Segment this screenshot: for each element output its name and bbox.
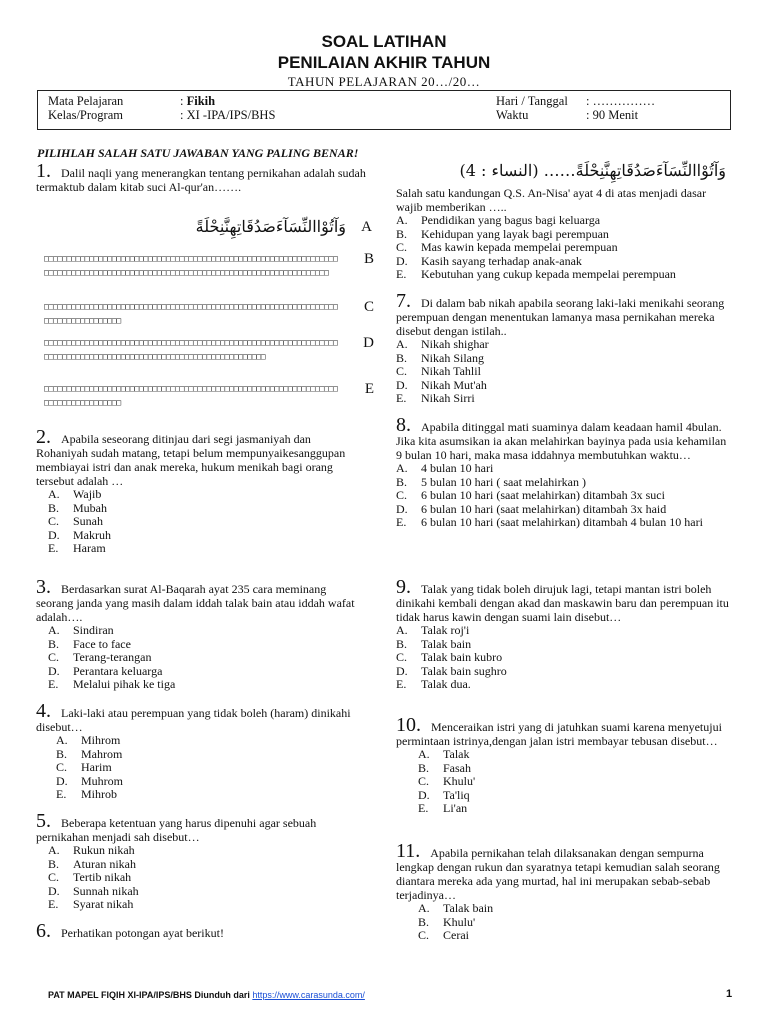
time-label: Waktu: [496, 108, 529, 122]
option-a[interactable]: [396, 462, 731, 476]
option-text: Mahrom: [81, 746, 123, 761]
option-text: □□□□□□□□□□□□□□□□□□□□□□□□□□□□□□□□□□□□□□□□□□□□□□□□□□□□□□□□□□□□□□□□□□□□□□□□□□□□□□□□□□□□□□□□□□□□□□□□□□□□□□□□□□□□□□□□□□: [44, 338, 338, 361]
option-label: A.: [418, 747, 430, 761]
question-number: 10.: [396, 714, 421, 736]
option-text: Nikah Sirri: [421, 391, 475, 405]
question-text: Apabila ditinggal mati suaminya dalam keadaan hamil 4bulan. Jika kita asumsikan ia akan melahirkan bayinya pada usia kehamilan 9 bulan 10 hari, maka masa iddahnya membutuhkan waktu…: [396, 420, 727, 462]
option-label: C.: [48, 870, 60, 884]
option-d[interactable]: [48, 665, 361, 679]
option-text: 4 bulan 10 hari: [421, 461, 494, 475]
option-c[interactable]: [396, 651, 731, 665]
option-label: D.: [48, 883, 60, 898]
question-text: Perhatikan potongan ayat berikut!: [61, 926, 224, 940]
option-label: E.: [396, 515, 407, 529]
footer: [48, 990, 365, 1000]
option-c[interactable]: [396, 489, 731, 503]
question-text: Berdasarkan surat Al-Baqarah ayat 235 cara meminang seorang janda yang masih dalam iddah talak bain atau iddah wafat adalah….: [36, 582, 355, 624]
option-label: D.: [56, 773, 68, 788]
quran-verse: وَآتُوْاالنِّسَآءَصَدُقَاتِهِنَّنِحْلَةً…… (النساء : 4): [459, 161, 726, 180]
option-list: [396, 462, 731, 530]
question-6-continued: [396, 161, 731, 282]
option-b[interactable]: [48, 858, 361, 872]
option-text: Khulu': [443, 774, 476, 788]
option-c[interactable]: [44, 300, 374, 328]
page-number: 1: [726, 988, 733, 1000]
option-label: D.: [418, 787, 430, 802]
option-label: A.: [56, 733, 68, 747]
option-label: E.: [56, 787, 67, 801]
option-label: A.: [48, 843, 60, 857]
option-b[interactable]: [56, 748, 361, 762]
option-label: E.: [48, 677, 59, 691]
option-label: B.: [396, 226, 408, 241]
option-text: Mihrom: [81, 733, 121, 747]
doc-subtitle: PENILAIAN AKHIR TAHUN: [277, 53, 491, 72]
option-c[interactable]: [396, 241, 731, 255]
option-a[interactable]: [418, 748, 731, 762]
question-number: 2.: [36, 426, 51, 448]
option-b[interactable]: [44, 252, 374, 280]
option-d[interactable]: [44, 336, 374, 364]
option-text: Rukun nikah: [73, 843, 135, 857]
option-list: [36, 624, 361, 692]
option-text: Sunnah nikah: [73, 883, 139, 898]
question-number: 11.: [396, 840, 421, 862]
question-2: [36, 426, 361, 556]
option-text: Mubah: [73, 500, 107, 515]
option-b[interactable]: [48, 638, 361, 652]
option-text: Kasih sayang terhadap anak-anak: [421, 253, 582, 268]
footer-text: PAT MAPEL FIQIH XI-IPA/IPS/BHS Diunduh dari: [48, 990, 253, 1000]
subject-name: Fikih: [186, 94, 216, 108]
option-e[interactable]: [48, 542, 361, 556]
doc-title: SOAL LATIHAN: [321, 32, 447, 51]
subject-colon: :: [180, 94, 187, 108]
question-text: Laki-laki atau perempuan yang tidak boleh (haram) dinikahi disebut…: [36, 706, 351, 734]
option-text: Talak bain kubro: [421, 650, 503, 664]
option-text: Talak bain: [421, 636, 472, 651]
question-text: Dalil naqli yang menerangkan tentang pernikahan adalah sudah termaktub dalam kitab suci Al-qur'an…….: [36, 166, 366, 194]
option-label: A.: [396, 623, 408, 637]
option-text: □□□□□□□□□□□□□□□□□□□□□□□□□□□□□□□□□□□□□□□□□□□□□□□□□□□□□□□□□□□□□□□□□□□□□□□□□□□□□□□□□□: [44, 302, 338, 325]
option-list: [396, 624, 731, 692]
option-c[interactable]: [56, 761, 361, 775]
option-text: وَآتُوْاالنِّسَآءَصَدُقَاتِهِنَّنِحْلَةً: [195, 217, 346, 236]
question-text: Di dalam bab nikah apabila seorang laki-laki menikahi seorang perempuan dengan menentukan lamanya masa pernikahan mereka disebut dengan istilah..: [396, 296, 725, 338]
option-list: [396, 902, 731, 943]
question-text: Talak yang tidak boleh dirujuk lagi, tetapi mantan istri boleh dinikahi kembali dengan akad dan maskawin baru dan perempuan itu tidak harus kawin dengan suami lain disebut…: [396, 582, 729, 624]
option-text: Ta'liq: [443, 787, 470, 802]
option-label: B: [363, 251, 374, 267]
option-b[interactable]: [396, 352, 731, 366]
question-number: 4.: [36, 700, 51, 722]
option-c[interactable]: [418, 775, 731, 789]
option-label: E.: [48, 541, 59, 555]
option-text: Nikah Mut'ah: [421, 377, 487, 392]
time-value: : 90 Menit: [586, 108, 639, 122]
option-label: C.: [396, 240, 408, 254]
question-8: [396, 414, 731, 530]
option-b[interactable]: [48, 502, 361, 516]
option-a[interactable]: [56, 734, 361, 748]
option-text: Khulu': [443, 914, 476, 929]
question-3: [36, 576, 361, 692]
option-e[interactable]: [396, 516, 731, 530]
option-label: C.: [48, 650, 60, 664]
option-label: A.: [396, 213, 408, 227]
option-a[interactable]: [396, 214, 731, 228]
option-b[interactable]: [418, 762, 731, 776]
option-a[interactable]: [48, 488, 361, 502]
option-text: Li'an: [443, 801, 468, 815]
question-number: 3.: [36, 576, 51, 598]
option-text: Fasah: [443, 760, 471, 775]
option-list: [396, 338, 731, 406]
option-text: Nikah Tahlil: [421, 364, 481, 378]
option-label: D.: [396, 253, 408, 268]
question-4: [36, 700, 361, 802]
option-text: Talak roj'i: [421, 623, 470, 637]
option-text: Kebutuhan yang cukup kepada mempelai perempuan: [421, 267, 676, 281]
option-e[interactable]: [396, 678, 731, 692]
option-a[interactable]: [418, 902, 731, 916]
option-text: □□□□□□□□□□□□□□□□□□□□□□□□□□□□□□□□□□□□□□□□□□□□□□□□□□□□□□□□□□□□□□□□□□□□□□□□□□□□□□□□□□: [44, 384, 338, 407]
option-text: Aturan nikah: [73, 856, 136, 871]
option-label: B.: [56, 746, 68, 761]
option-e[interactable]: [44, 382, 374, 410]
option-a[interactable]: [396, 338, 731, 352]
option-text: Syarat nikah: [73, 897, 134, 911]
option-b[interactable]: [396, 476, 731, 490]
option-label: C.: [48, 514, 60, 528]
option-label: A.: [48, 487, 60, 501]
option-label: E.: [396, 267, 407, 281]
day-label: Hari / Tanggal: [496, 94, 568, 108]
option-text: Talak bain: [443, 901, 494, 915]
option-label: A.: [418, 901, 430, 915]
option-d[interactable]: [56, 775, 361, 789]
option-d[interactable]: [396, 379, 731, 393]
option-label: A.: [396, 337, 408, 351]
question-10: [396, 714, 731, 816]
option-text: 6 bulan 10 hari (saat melahirkan) ditambah 3x haid: [421, 501, 667, 516]
option-list: [36, 488, 361, 556]
option-label: C.: [418, 774, 430, 788]
option-text: Tertib nikah: [73, 870, 132, 884]
option-d[interactable]: [48, 885, 361, 899]
option-label: C.: [56, 760, 68, 774]
option-d[interactable]: [418, 789, 731, 803]
option-e[interactable]: [48, 898, 361, 912]
option-list: [396, 748, 731, 816]
question-text: Salah satu kandungan Q.S. An-Nisa' ayat 4 di atas menjadi dasar wajib memberikan …..: [396, 186, 707, 214]
class-label: Kelas/Program: [48, 108, 123, 122]
option-c[interactable]: [48, 515, 361, 529]
subject-label: Mata Pelajaran: [48, 94, 124, 108]
option-label: D: [363, 335, 374, 351]
option-label: D.: [396, 501, 408, 516]
option-text: Makruh: [73, 527, 111, 542]
question-text: Apabila pernikahan telah dilaksanakan dengan sempurna lengkap dengan rukun dan syaratnya tetapi kemudian salah seorang diantara mereka ada yang murtad, hal ini merupakan sebab-sebab terjadinya…: [396, 846, 720, 902]
option-label: C.: [418, 928, 430, 942]
option-label: C: [363, 299, 374, 315]
question-7: [396, 290, 731, 406]
option-c[interactable]: [48, 651, 361, 665]
question-number: 5.: [36, 810, 51, 832]
question-11: [396, 840, 731, 943]
option-text: 6 bulan 10 hari (saat melahirkan) ditambah 4 bulan 10 hari: [421, 515, 703, 529]
option-text: Mihrob: [81, 787, 117, 801]
option-text: □□□□□□□□□□□□□□□□□□□□□□□□□□□□□□□□□□□□□□□□□□□□□□□□□□□□□□□□□□□□□□□□□□□□□□□□□□□□□□□□□□□□□□□□□□□□□□□□□□□□□□□□□□□□□□□□□□□□□□□□□□□□□□□□: [44, 254, 338, 277]
option-label: B.: [48, 500, 60, 515]
option-e[interactable]: [396, 268, 731, 282]
option-label: B.: [418, 760, 430, 775]
option-label: D.: [48, 663, 60, 678]
school-year: TAHUN PELAJARAN 20…/20…: [287, 74, 481, 89]
class-value: : XI -IPA/IPS/BHS: [180, 108, 276, 122]
question-text: Apabila seseorang ditinjau dari segi jasmaniyah dan Rohaniyah sudah matang, tetapi belum mempunyaikesanggupan membiayai istri dan anak mereka, hukum menikah bagi orang tersebut adalah …: [36, 432, 346, 488]
option-text: Face to face: [73, 636, 131, 651]
option-a[interactable]: [396, 624, 731, 638]
option-text: Cerai: [443, 928, 469, 942]
option-list: [36, 844, 361, 912]
option-text: Pendidikan yang bagus bagi keluarga: [421, 213, 601, 227]
option-d[interactable]: [396, 255, 731, 269]
option-text: 6 bulan 10 hari (saat melahirkan) ditambah 3x suci: [421, 488, 665, 502]
option-text: Talak dua.: [421, 677, 471, 691]
option-label: B.: [396, 350, 408, 365]
option-text: 5 bulan 10 hari ( saat melahirkan ): [421, 474, 586, 489]
option-c[interactable]: [418, 929, 731, 943]
question-number: 6.: [36, 920, 51, 942]
question-number: 7.: [396, 290, 411, 312]
option-text: Terang-terangan: [73, 650, 152, 664]
option-b[interactable]: [396, 638, 731, 652]
option-label: A.: [396, 461, 408, 475]
question-text: Menceraikan istri yang di jatuhkan suami karena menyetujui permintaan istrinya,dengan jalan istri membayar tebusan disebut…: [396, 720, 722, 748]
option-label: C.: [396, 650, 408, 664]
exam-info-box: [37, 90, 731, 130]
option-label: E.: [396, 677, 407, 691]
option-text: Talak bain sughro: [421, 663, 507, 678]
option-label: A.: [48, 623, 60, 637]
question-number: 9.: [396, 576, 411, 598]
option-label: E.: [396, 391, 407, 405]
option-d[interactable]: [396, 665, 731, 679]
question-number: 1.: [36, 160, 51, 182]
option-c[interactable]: [396, 365, 731, 379]
option-c[interactable]: [48, 871, 361, 885]
option-label: E.: [48, 897, 59, 911]
instruction: PILIHLAH SALAH SATU JAWABAN YANG PALING BENAR!: [37, 146, 359, 160]
option-label: B.: [396, 636, 408, 651]
option-label: B.: [418, 914, 430, 929]
option-d[interactable]: [48, 529, 361, 543]
option-text: Nikah shighar: [421, 337, 489, 351]
option-label: B.: [48, 636, 60, 651]
question-text: Beberapa ketentuan yang harus dipenuhi agar sebuah pernikahan menjadi sah disebut…: [36, 816, 317, 844]
option-a[interactable]: [48, 844, 361, 858]
question-5: [36, 810, 361, 912]
option-label: B.: [48, 856, 60, 871]
option-list: [396, 214, 731, 282]
option-text: Melalui pihak ke tiga: [73, 677, 176, 691]
option-label: D.: [396, 663, 408, 678]
option-e[interactable]: [396, 392, 731, 406]
question-number: 8.: [396, 414, 411, 436]
option-text: Mas kawin kepada mempelai perempuan: [421, 240, 618, 254]
option-text: Perantara keluarga: [73, 663, 163, 678]
option-label: D.: [396, 377, 408, 392]
option-label: A: [361, 219, 372, 235]
option-b[interactable]: [396, 228, 731, 242]
option-list: [36, 734, 361, 802]
option-text: Wajib: [73, 487, 102, 501]
option-e[interactable]: [48, 678, 361, 692]
option-text: Nikah Silang: [421, 350, 484, 365]
option-label: C.: [396, 488, 408, 502]
option-label: C.: [396, 364, 408, 378]
day-value: : ……………: [586, 94, 656, 108]
option-label: E: [364, 381, 374, 397]
option-text: Muhrom: [81, 773, 123, 788]
source-link[interactable]: https://www.carasunda.com/: [252, 990, 365, 1000]
option-text: Talak: [443, 747, 470, 761]
option-label: E.: [418, 801, 429, 815]
option-b[interactable]: [418, 916, 731, 930]
option-label: D.: [48, 527, 60, 542]
option-text: Haram: [73, 541, 106, 555]
question-9: [396, 576, 731, 692]
question-1: [36, 160, 376, 407]
option-e[interactable]: [418, 802, 731, 816]
option-e[interactable]: [56, 788, 361, 802]
option-text: Sunah: [73, 514, 103, 528]
option-text: Sindiran: [73, 623, 114, 637]
option-d[interactable]: [396, 503, 731, 517]
option-a[interactable]: [48, 624, 361, 638]
question-6: [36, 920, 361, 942]
option-text: Harim: [81, 760, 112, 774]
option-text: Kehidupan yang layak bagi perempuan: [421, 226, 609, 241]
subject-value: [180, 94, 215, 109]
option-label: B.: [396, 474, 408, 489]
